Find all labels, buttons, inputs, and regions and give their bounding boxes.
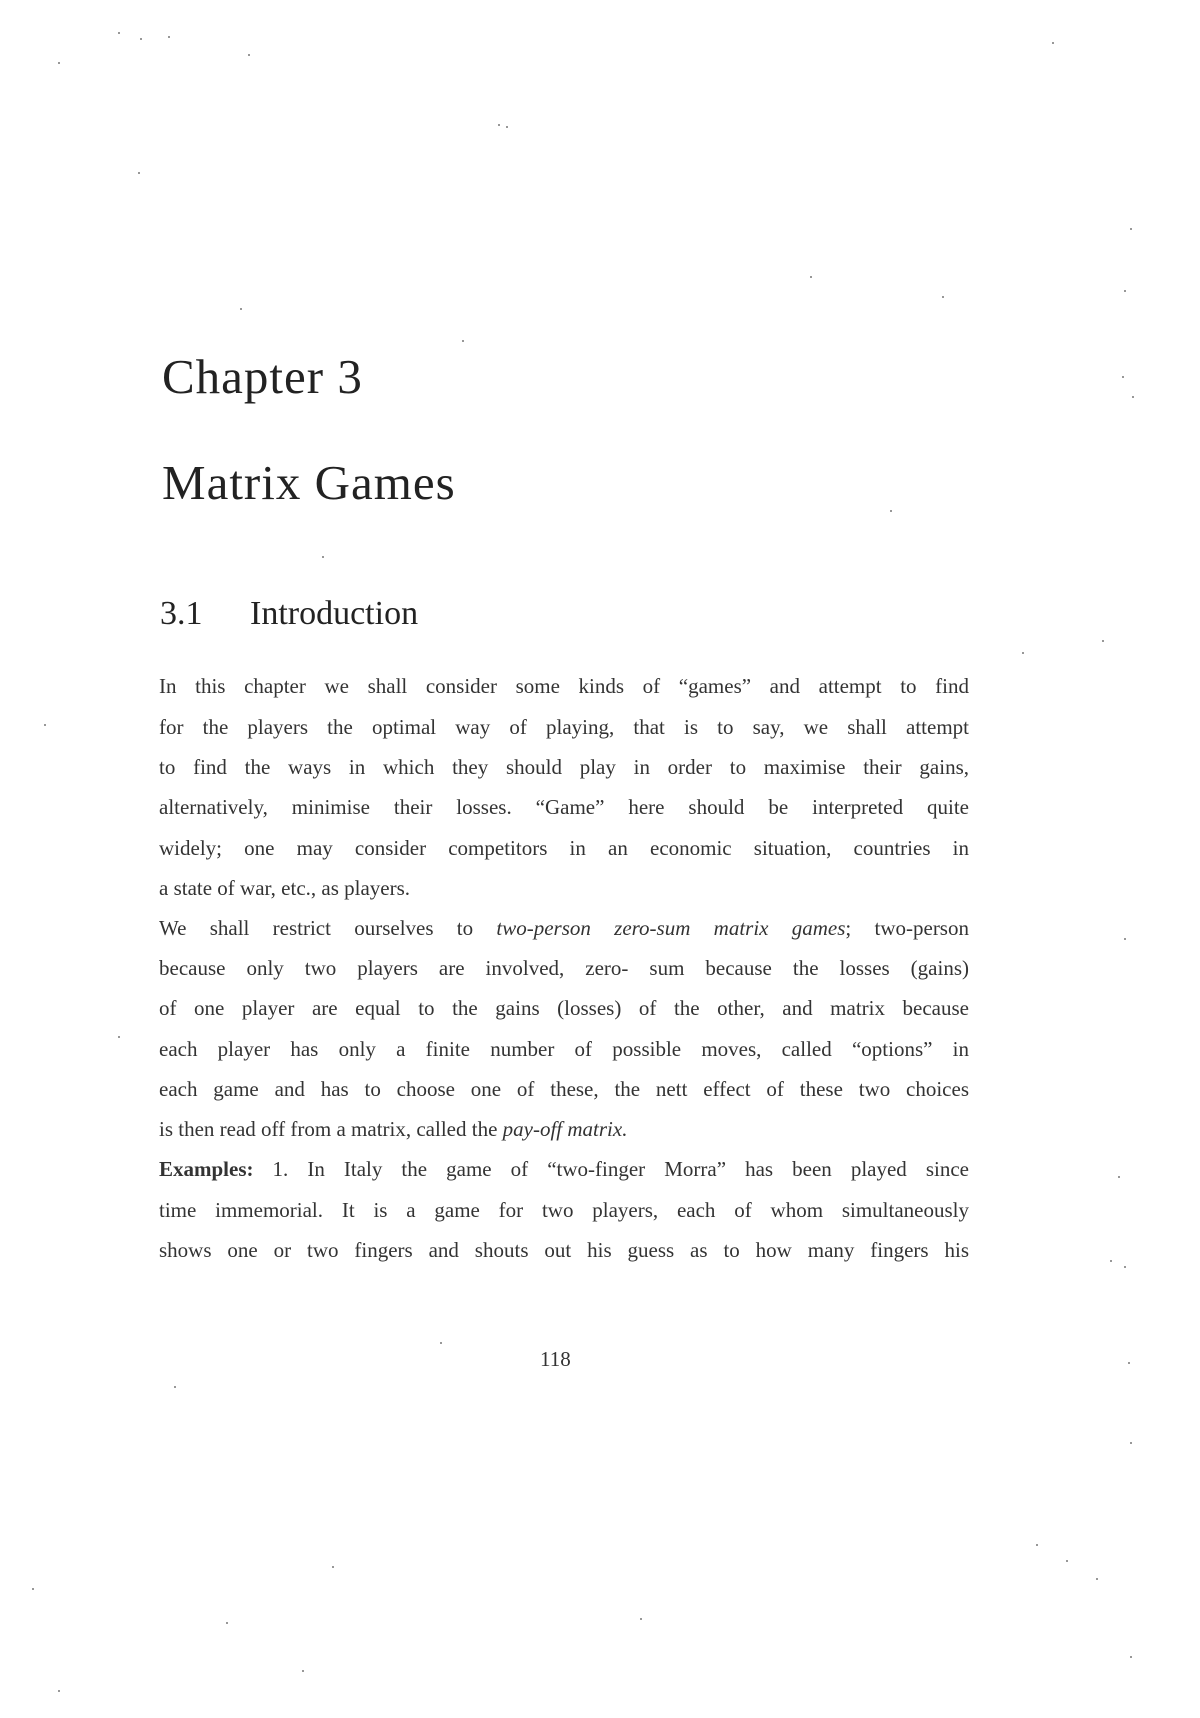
scan-speck: [1132, 396, 1134, 398]
scan-speck: [1096, 1578, 1098, 1580]
scan-speck: [1036, 1544, 1038, 1546]
scan-speck: [1052, 42, 1054, 44]
examples-label: Examples:: [159, 1157, 254, 1181]
text-run: is then read off from a matrix, called the: [159, 1117, 503, 1141]
scan-speck: [58, 1690, 60, 1692]
chapter-label: Chapter 3: [162, 349, 363, 404]
scan-speck: [1130, 1442, 1132, 1444]
scan-speck: [440, 1342, 442, 1344]
body-line: for the players the optimal way of playing, that is to say, we shall attempt: [159, 715, 969, 739]
scan-speck: [890, 510, 892, 512]
scan-speck: [44, 724, 46, 726]
body-line: [159, 1119, 627, 1140]
text-run: We shall restrict ourselves to: [159, 916, 497, 940]
scan-speck: [1124, 290, 1126, 292]
scan-speck: [32, 1588, 34, 1590]
scan-speck: [1066, 1560, 1068, 1562]
scan-speck: [174, 1386, 176, 1388]
scan-speck: [332, 1566, 334, 1568]
text-run: ; two-person: [845, 916, 969, 940]
body-line: time immemorial. It is a game for two players, each of whom simultaneously: [159, 1198, 969, 1222]
scan-speck: [1124, 1266, 1126, 1268]
scan-speck: [498, 124, 500, 126]
scan-speck: [1130, 228, 1132, 230]
scan-speck: [1128, 1362, 1130, 1364]
scan-speck: [1124, 938, 1126, 940]
body-line: widely; one may consider competitors in an economic situation, countries in: [159, 836, 969, 860]
scan-speck: [810, 276, 812, 278]
body-line: In this chapter we shall consider some kinds of “games” and attempt to find: [159, 674, 969, 698]
scan-speck: [1102, 640, 1104, 642]
page-number: 118: [540, 1347, 571, 1371]
scan-speck: [118, 32, 120, 34]
chapter-title: Matrix Games: [162, 455, 456, 510]
scan-speck: [168, 36, 170, 38]
section-number: 3.1: [160, 595, 203, 632]
scan-speck: [138, 172, 140, 174]
body-line: each player has only a finite number of possible moves, called “options” in: [159, 1037, 969, 1061]
section-heading: [160, 597, 418, 631]
scan-speck: [140, 38, 142, 40]
scan-speck: [462, 340, 464, 342]
scan-speck: [1022, 652, 1024, 654]
body-line: [159, 1159, 969, 1180]
scan-speck: [248, 54, 250, 56]
body-line: because only two players are involved, zero- sum because the losses (gains): [159, 956, 969, 980]
body-line: [159, 918, 969, 939]
scan-speck: [1122, 376, 1124, 378]
scan-speck: [58, 62, 60, 64]
scan-speck: [1110, 1260, 1112, 1262]
scan-speck: [240, 308, 242, 310]
scan-speck: [942, 296, 944, 298]
term-emphasis: two-person zero-sum matrix games: [496, 916, 846, 940]
scan-speck: [118, 1036, 120, 1038]
term-emphasis: pay-off matrix.: [502, 1117, 628, 1141]
scan-speck: [226, 1622, 228, 1624]
text-run: 1. In Italy the game of “two-finger Morra” has been played since: [253, 1157, 969, 1181]
scan-speck: [1130, 1656, 1132, 1658]
body-line: alternatively, minimise their losses. “Game” here should be interpreted quite: [159, 795, 969, 819]
scan-speck: [1118, 1176, 1120, 1178]
body-line: of one player are equal to the gains (losses) of the other, and matrix because: [159, 996, 969, 1020]
body-line: to find the ways in which they should play in order to maximise their gains,: [159, 755, 969, 779]
scan-speck: [640, 1618, 642, 1620]
scan-speck: [506, 126, 508, 128]
body-line: a state of war, etc., as players.: [159, 876, 411, 900]
body-line: shows one or two fingers and shouts out his guess as to how many fingers his: [159, 1238, 969, 1262]
section-title: Introduction: [250, 595, 419, 632]
scan-speck: [322, 556, 324, 558]
body-line: each game and has to choose one of these, the nett effect of these two choices: [159, 1077, 969, 1101]
scan-speck: [302, 1670, 304, 1672]
